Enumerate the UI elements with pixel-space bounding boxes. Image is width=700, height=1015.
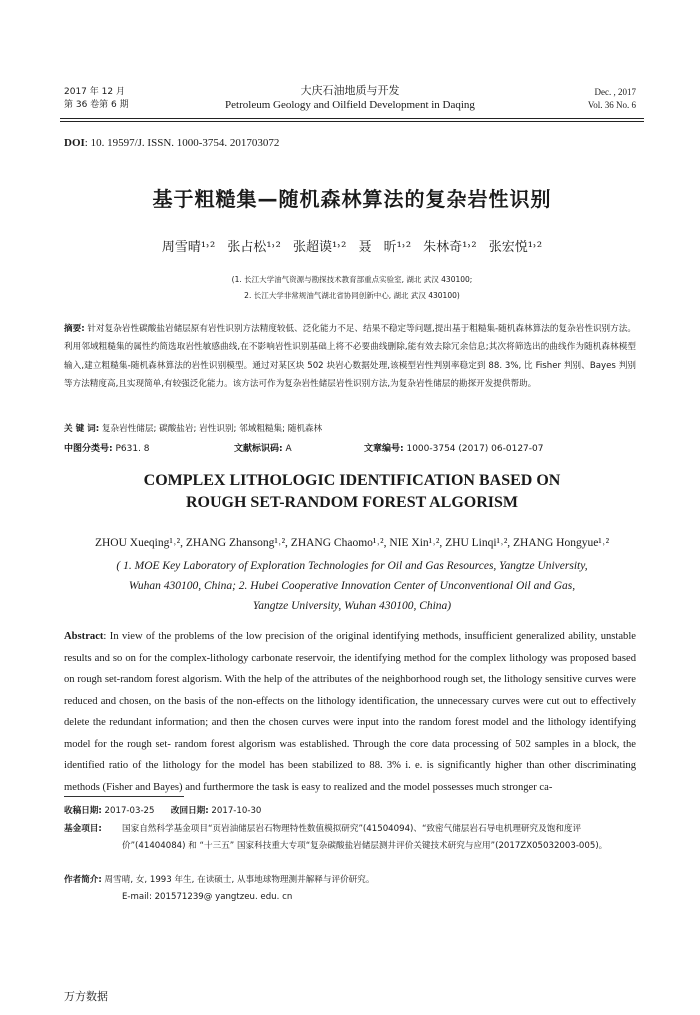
header-date: 2017 年 12 月 [64, 87, 125, 97]
authors-en: ZHOU Xueqing¹˒², ZHANG Zhansong¹˒², ZHANG Chaomo¹˒², NIE Xin¹˒², ZHU Linqi¹˒², ZHANG Hongyue¹˒² [94, 537, 610, 549]
article-number [364, 440, 543, 458]
header-center [160, 83, 540, 113]
author-email: E-mail: 201571239@ yangtzeu. edu. cn [122, 892, 293, 902]
title-en-line-1: COMPLEX LITHOLOGIC IDENTIFICATION BASED ON [143, 472, 561, 489]
journal-name-cn: 大庆石油地质与开发 [300, 84, 400, 97]
abstract-en [64, 626, 636, 798]
affiliations-en [80, 556, 624, 616]
fund-line [64, 821, 636, 855]
abstract-en-label: Abstract [64, 631, 104, 642]
abstract-cn-text: 针对复杂岩性碳酸盐岩储层原有岩性识别方法精度较低、泛化能力不足、结果不稳定等问题,提出基于粗糙集-随机森林算法的复杂岩性识别方法。利用邻域粗糙集的属性约简选取岩性敏感曲线,在不影响岩性识别基础上将不必要曲线删除,能有效去除冗余信息;其次将筛选出的曲线作为随机森林模型输入,建立粗糙集-随机森林算法的岩性识别模型。通过对某区块 502 块岩心数据处理,该模型岩性判别率稳定到 88. 3%, 比 Fisher 判别、Bayes 判别等方法精度高,且实现简单,有较强泛化能力。该方法可作为复杂岩性储层岩性识别方法,为复杂岩性储层的勘探开发提供帮助。 [64, 324, 636, 390]
header-right [588, 86, 636, 112]
dates-line [64, 803, 636, 820]
doi-label: DOI [64, 137, 85, 149]
clc-number [64, 440, 150, 458]
abstract-en-text: : In view of the problems of the low precision of the original identifying methods, insufficient generalized ability, unstable results and so on for the complex-lithology carbonate reservoir, the identifying method for the complex lithology was proposed based on rough set-random forest algorism. With the help of the attributes of the neighborhood rough set, the lithology sensitive curves were reduced and chosen, on the basis of the non-effects on the lithology identification, the unnecessary curves were cut out to effectively delete the redundant information; and then the chosen curves were input into the random forest model and the lithology identifying model for the rough set- random forest algorism was established. Through the core data processing of 502 samples in a block, the identified ratio of the lithology for the model has been stabilized to 88. 3% i. e. is significantly higher than other discriminating methods (Fisher and Bayes) and furthermore the task is easy to realized and the model possesses much stronger ca- [64, 631, 636, 793]
affiliation-cn-1: (1. 长江大学油气资源与勘探技术教育部重点实验室, 湖北 武汉 430100; [231, 275, 473, 284]
doc-value: A [282, 444, 292, 454]
abstract-cn [64, 320, 636, 394]
fund-label: 基金项目: [64, 824, 102, 834]
header-volume: 第 36 卷第 6 期 [64, 100, 129, 110]
watermark: 万方数据 [64, 990, 108, 1003]
affiliation-cn-2: 2. 长江大学非常规油气湖北省协同创新中心, 湖北 武汉 430100) [244, 291, 460, 300]
received-label: 收稿日期: [64, 806, 102, 816]
doi-line [64, 137, 279, 149]
clc-value: P631. 8 [112, 444, 150, 454]
paper-title-en [60, 470, 644, 514]
clc-label: 中图分类号: [64, 444, 113, 454]
doc-code [234, 440, 292, 458]
affiliation-en-1: ( 1. MOE Key Laboratory of Exploration Technologies for Oil and Gas Resources, Yangtze University, [116, 560, 588, 572]
footnote-rule [64, 796, 184, 797]
abstract-cn-label: 摘要: [64, 324, 85, 334]
affiliation-en-3: Yangtze University, Wuhan 430100, China) [252, 600, 452, 612]
header-rule-thin [60, 118, 644, 119]
paper-title-cn: 基于粗糙集—随机森林算法的复杂岩性识别 [152, 187, 552, 211]
author-line [64, 872, 636, 906]
header-rule-thick [60, 121, 644, 122]
author-label: 作者简介: [64, 875, 102, 885]
author-value: 周雪晴, 女, 1993 年生, 在读硕士, 从事地球物理测井解释与评价研究。 [101, 875, 375, 885]
affiliation-en-2: Wuhan 430100, China; 2. Hubei Cooperative Innovation Center of Unconventional Oil and Gas, [128, 580, 576, 592]
title-en-line-2: ROUGH SET-RANDOM FOREST ALGORISM [185, 494, 519, 511]
revised-value: 2017-10-30 [208, 806, 262, 816]
journal-name-en: Petroleum Geology and Oilfield Development in Daqing [225, 99, 475, 111]
header-volume-en: Vol. 36 No. 6 [587, 100, 636, 110]
keywords-cn-label: 关 键 词: [64, 424, 100, 434]
doi-value: : 10. 19597/J. ISSN. 1000-3754. 201703072 [84, 137, 280, 149]
fund-value: 国家自然科学基金项目“页岩油储层岩石物理特性数值模拟研究”(41504094)、“致密气储层岩石导电机理研究及饱和度评价”(41404084) 和 “十三五” 国家科技重大专项“复杂碳酸盐岩储层测井评价关键技术研究与应用”(2017ZX05032003-005)。 [122, 824, 608, 851]
revised-label: 改回日期: [170, 806, 209, 816]
art-value: 1000-3754 (2017) 06-0127-07 [403, 444, 544, 454]
art-label: 文章编号: [364, 444, 404, 454]
affiliations-cn [60, 272, 644, 304]
keywords-cn [64, 420, 636, 438]
header-date-en: Dec. , 2017 [594, 87, 636, 97]
doc-label: 文献标识码: [234, 444, 283, 454]
authors-cn: 周雪晴¹˒² 张占松¹˒² 张超谟¹˒² 聂 昕¹˒² 朱林奇¹˒² 张宏悦¹˒² [161, 240, 543, 255]
keywords-cn-text: 复杂岩性储层; 碳酸盐岩; 岩性识别; 邻域粗糙集; 随机森林 [99, 424, 323, 434]
received-value: 2017-03-25 [101, 806, 155, 816]
header-left [64, 86, 129, 112]
